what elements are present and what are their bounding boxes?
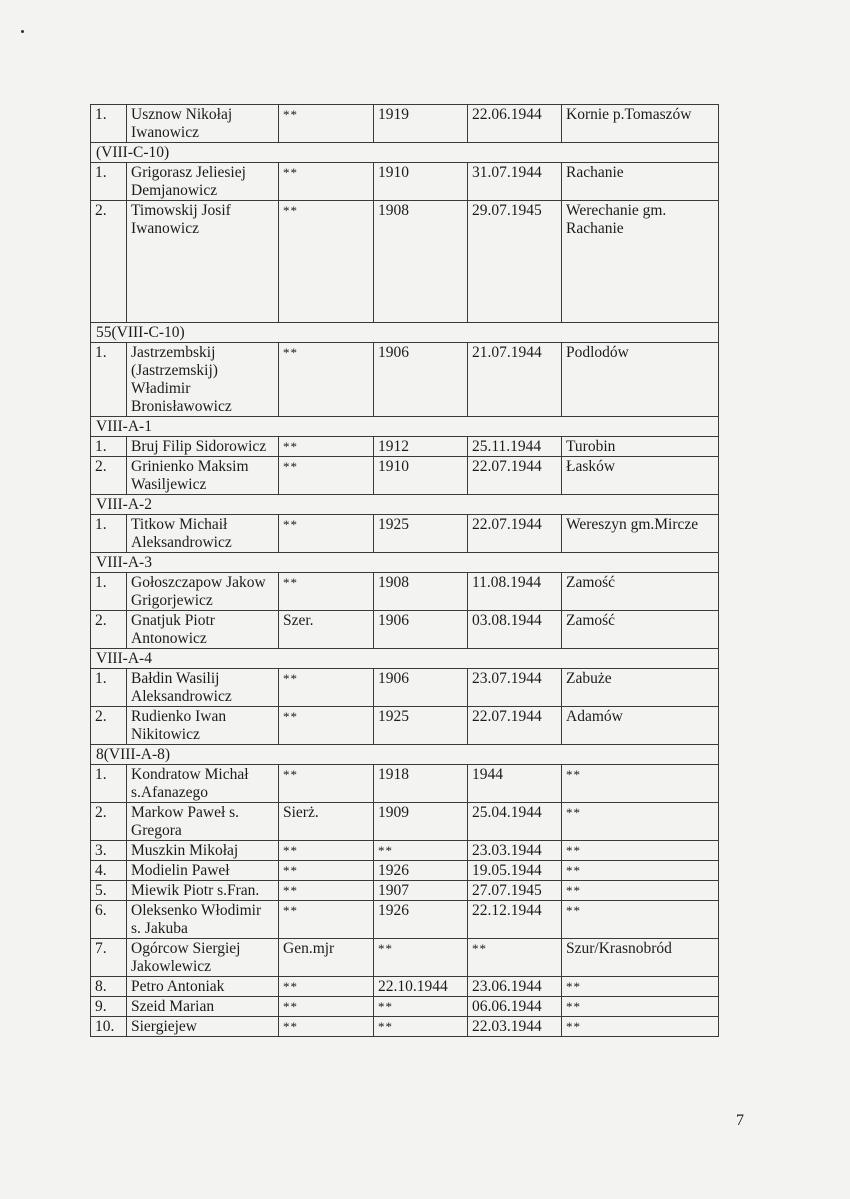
birth-year: **	[374, 841, 468, 861]
death-date: 22.07.1944	[468, 457, 562, 495]
birth-year: 22.10.1944	[374, 977, 468, 997]
birth-year: 1909	[374, 803, 468, 841]
death-date: 1944	[468, 765, 562, 803]
row-number: 1.	[91, 437, 127, 457]
row-number: 2.	[91, 707, 127, 745]
birth-year: 1910	[374, 163, 468, 201]
rank: **	[279, 437, 374, 457]
birth-year: 1907	[374, 881, 468, 901]
row-number: 1.	[91, 669, 127, 707]
birth-year: **	[374, 997, 468, 1017]
death-date: 23.03.1944	[468, 841, 562, 861]
person-name: Miewik Piotr s.Fran.	[127, 881, 279, 901]
row-number: 2.	[91, 803, 127, 841]
death-date: 03.08.1944	[468, 611, 562, 649]
section-header-row	[91, 745, 719, 765]
person-name: Modielin Paweł	[127, 861, 279, 881]
table-row	[91, 881, 719, 901]
table-row	[91, 861, 719, 881]
burial-register-table	[90, 104, 719, 1037]
burial-place: Podlodów	[562, 343, 719, 417]
burial-place: Adamów	[562, 707, 719, 745]
rank: **	[279, 343, 374, 417]
row-number: 8.	[91, 977, 127, 997]
rank: **	[279, 977, 374, 997]
table-row	[91, 515, 719, 553]
table-row	[91, 437, 719, 457]
section-label: 8(VIII-A-8)	[91, 745, 719, 765]
person-name: Gołoszczapow Jakow Grigorjewicz	[127, 573, 279, 611]
burial-place: **	[562, 901, 719, 939]
section-label: VIII-A-3	[91, 553, 719, 573]
birth-year: 1908	[374, 573, 468, 611]
death-date: 29.07.1945	[468, 201, 562, 323]
table-row	[91, 841, 719, 861]
person-name: Grigorasz Jeliesiej Demjanowicz	[127, 163, 279, 201]
table-row	[91, 343, 719, 417]
row-number: 2.	[91, 611, 127, 649]
burial-place: **	[562, 977, 719, 997]
person-name: Bruj Filip Sidorowicz	[127, 437, 279, 457]
burial-place: Werechanie gm. Rachanie	[562, 201, 719, 323]
rank: **	[279, 457, 374, 495]
scan-speck	[21, 30, 24, 33]
table-row	[91, 997, 719, 1017]
person-name: Titkow Michaił Aleksandrowicz	[127, 515, 279, 553]
row-number: 2.	[91, 201, 127, 323]
death-date: 22.06.1944	[468, 105, 562, 143]
row-number: 9.	[91, 997, 127, 1017]
section-label: VIII-A-1	[91, 417, 719, 437]
person-name: Siergiejew	[127, 1017, 279, 1037]
birth-year: 1906	[374, 343, 468, 417]
rank: **	[279, 901, 374, 939]
burial-place: Zabuże	[562, 669, 719, 707]
person-name: Rudienko Iwan Nikitowicz	[127, 707, 279, 745]
death-date: 21.07.1944	[468, 343, 562, 417]
table-row	[91, 803, 719, 841]
burial-place: **	[562, 1017, 719, 1037]
rank: **	[279, 669, 374, 707]
table-row	[91, 105, 719, 143]
person-name: Kondratow Michał s.Afanazego	[127, 765, 279, 803]
birth-year: 1910	[374, 457, 468, 495]
table-row	[91, 163, 719, 201]
row-number: 5.	[91, 881, 127, 901]
death-date: **	[468, 939, 562, 977]
birth-year: 1919	[374, 105, 468, 143]
death-date: 25.04.1944	[468, 803, 562, 841]
row-number: 6.	[91, 901, 127, 939]
section-header-row	[91, 417, 719, 437]
burial-place: Kornie p.Tomaszów	[562, 105, 719, 143]
birth-year: 1925	[374, 515, 468, 553]
burial-place: **	[562, 861, 719, 881]
birth-year: 1912	[374, 437, 468, 457]
section-label: VIII-A-2	[91, 495, 719, 515]
birth-year: 1925	[374, 707, 468, 745]
death-date: 27.07.1945	[468, 881, 562, 901]
rank: **	[279, 881, 374, 901]
burial-place: Łasków	[562, 457, 719, 495]
birth-year: **	[374, 1017, 468, 1037]
table-row	[91, 1017, 719, 1037]
person-name: Bałdin Wasilij Aleksandrowicz	[127, 669, 279, 707]
burial-place: Zamość	[562, 611, 719, 649]
person-name: Usznow Nikołaj Iwanowicz	[127, 105, 279, 143]
table-row	[91, 669, 719, 707]
burial-place: Wereszyn gm.Mircze	[562, 515, 719, 553]
death-date: 06.06.1944	[468, 997, 562, 1017]
table-row	[91, 707, 719, 745]
row-number: 1.	[91, 163, 127, 201]
table-row	[91, 201, 719, 323]
rank: Sierż.	[279, 803, 374, 841]
rank: **	[279, 163, 374, 201]
section-header-row	[91, 649, 719, 669]
rank: **	[279, 861, 374, 881]
row-number: 4.	[91, 861, 127, 881]
death-date: 23.07.1944	[468, 669, 562, 707]
rank: **	[279, 201, 374, 323]
person-name: Petro Antoniak	[127, 977, 279, 997]
person-name: Grinienko Maksim Wasiljewicz	[127, 457, 279, 495]
section-header-row	[91, 323, 719, 343]
rank: **	[279, 765, 374, 803]
birth-year: **	[374, 939, 468, 977]
section-header-row	[91, 553, 719, 573]
rank: **	[279, 573, 374, 611]
table-row	[91, 939, 719, 977]
birth-year: 1918	[374, 765, 468, 803]
section-label: VIII-A-4	[91, 649, 719, 669]
row-number: 2.	[91, 457, 127, 495]
person-name: Gnatjuk Piotr Antonowicz	[127, 611, 279, 649]
table-row	[91, 573, 719, 611]
row-number: 3.	[91, 841, 127, 861]
birth-year: 1906	[374, 669, 468, 707]
row-number: 10.	[91, 1017, 127, 1037]
rank: Szer.	[279, 611, 374, 649]
row-number: 1.	[91, 515, 127, 553]
death-date: 31.07.1944	[468, 163, 562, 201]
death-date: 22.03.1944	[468, 1017, 562, 1037]
burial-place: Rachanie	[562, 163, 719, 201]
section-label: (VIII-C-10)	[91, 143, 719, 163]
row-number: 1.	[91, 573, 127, 611]
burial-place: Szur/Krasnobród	[562, 939, 719, 977]
person-name: Timowskij Josif Iwanowicz	[127, 201, 279, 323]
person-name: Jastrzembskij (Jastrzemskij) Władimir Bronisławowicz	[127, 343, 279, 417]
row-number: 1.	[91, 765, 127, 803]
table-row	[91, 457, 719, 495]
death-date: 22.12.1944	[468, 901, 562, 939]
rank: **	[279, 841, 374, 861]
birth-year: 1908	[374, 201, 468, 323]
burial-place: **	[562, 997, 719, 1017]
burial-place: **	[562, 881, 719, 901]
row-number: 7.	[91, 939, 127, 977]
row-number: 1.	[91, 343, 127, 417]
person-name: Muszkin Mikołaj	[127, 841, 279, 861]
birth-year: 1926	[374, 901, 468, 939]
rank: **	[279, 515, 374, 553]
rank: **	[279, 997, 374, 1017]
row-number: 1.	[91, 105, 127, 143]
table-row	[91, 977, 719, 997]
person-name: Markow Paweł s. Gregora	[127, 803, 279, 841]
table-row	[91, 765, 719, 803]
death-date: 23.06.1944	[468, 977, 562, 997]
burial-place: **	[562, 841, 719, 861]
burial-place: **	[562, 803, 719, 841]
person-name: Szeid Marian	[127, 997, 279, 1017]
person-name: Ogórcow Siergiej Jakowlewicz	[127, 939, 279, 977]
death-date: 11.08.1944	[468, 573, 562, 611]
person-name: Oleksenko Włodimir s. Jakuba	[127, 901, 279, 939]
page-number: 7	[736, 1112, 744, 1129]
section-header-row	[91, 143, 719, 163]
rank: **	[279, 105, 374, 143]
section-header-row	[91, 495, 719, 515]
rank: **	[279, 1017, 374, 1037]
rank: **	[279, 707, 374, 745]
burial-place: Zamość	[562, 573, 719, 611]
death-date: 25.11.1944	[468, 437, 562, 457]
section-label: 55(VIII-C-10)	[91, 323, 719, 343]
birth-year: 1906	[374, 611, 468, 649]
table-row	[91, 901, 719, 939]
burial-place: Turobin	[562, 437, 719, 457]
death-date: 22.07.1944	[468, 515, 562, 553]
birth-year: 1926	[374, 861, 468, 881]
rank: Gen.mjr	[279, 939, 374, 977]
death-date: 19.05.1944	[468, 861, 562, 881]
burial-place: **	[562, 765, 719, 803]
table-row	[91, 611, 719, 649]
death-date: 22.07.1944	[468, 707, 562, 745]
